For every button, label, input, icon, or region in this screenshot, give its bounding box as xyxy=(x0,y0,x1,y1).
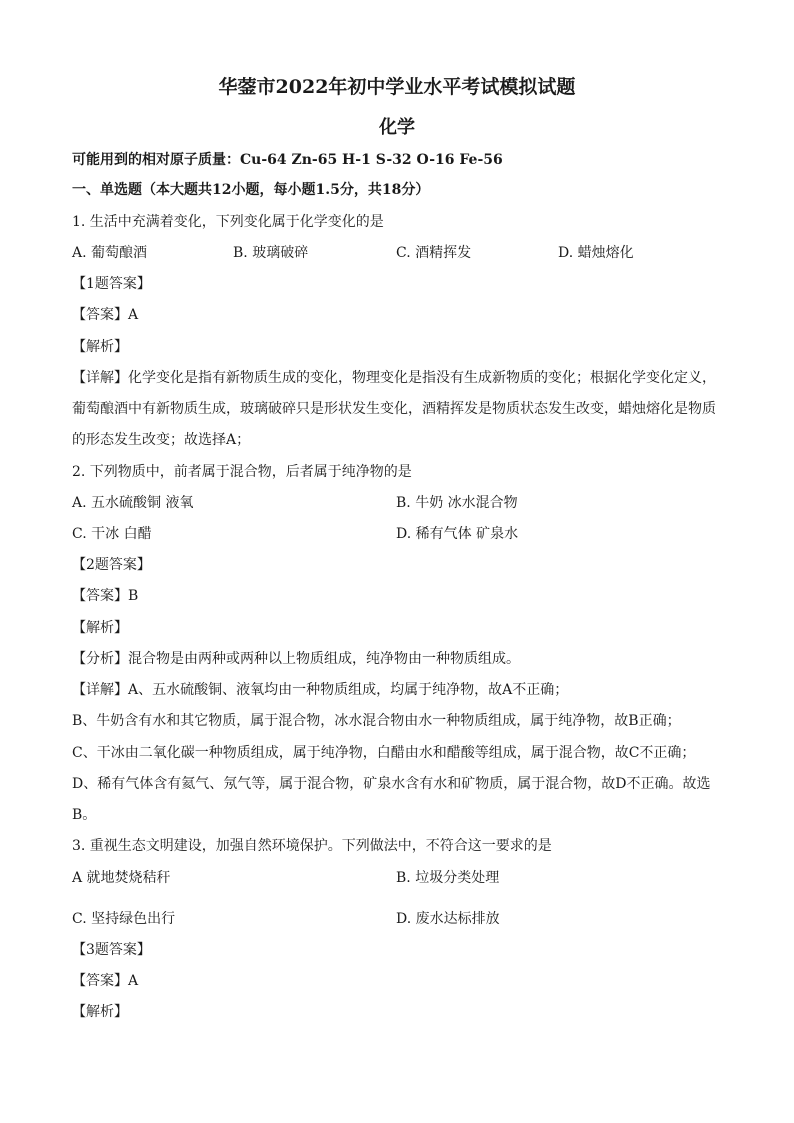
q1-option-c: C. 酒精挥发 xyxy=(396,245,472,261)
exam-subject: 化学 xyxy=(379,117,415,138)
q3-option-c: C. 坚持绿色出行 xyxy=(72,911,176,927)
q2-fenxi: 【分析】混合物是由两种或两种以上物质组成，纯净物由一种物质组成。 xyxy=(72,651,520,667)
atomic-masses: 可能用到的相对原子质量：Cu-64 Zn-65 H-1 S-32 O-16 Fe-56 xyxy=(72,152,503,168)
q2-option-b: B. 牛奶 冰水混合物 xyxy=(396,495,518,511)
q2-option-a: A. 五水硫酸铜 液氧 xyxy=(72,495,194,511)
q2-detail-line: C、干冰由二氧化碳一种物质组成，属于纯净物，白醋由水和醋酸等组成，属于混合物，故C不正确； xyxy=(72,745,696,761)
question-2-stem: 2. 下列物质中，前者属于混合物，后者属于纯净物的是 xyxy=(72,464,412,480)
q2-detail-line: B。 xyxy=(72,807,97,823)
q2-detail-line: B、牛奶含有水和其它物质，属于混合物，冰水混合物由水一种物质组成，属于纯净物，故B正确； xyxy=(72,713,681,729)
q1-option-b: B. 玻璃破碎 xyxy=(233,245,309,261)
q2-detail-line: 【详解】A、五水硫酸铜、液氧均由一种物质组成，均属于纯净物，故A不正确； xyxy=(72,682,569,698)
q1-option-d: D. 蜡烛熔化 xyxy=(558,245,634,261)
q2-detail-line: D、稀有气体含有氦气、氖气等，属于混合物，矿泉水含有水和矿物质，属于混合物，故D不正确。故选 xyxy=(72,776,711,792)
q1-detail-line: 葡萄酿酒中有新物质生成，玻璃破碎只是形状发生变化，酒精挥发是物质状态发生改变，蜡烛熔化是物质 xyxy=(72,401,716,417)
q1-option-a: A. 葡萄酿酒 xyxy=(72,245,148,261)
q2-option-d: D. 稀有气体 矿泉水 xyxy=(396,526,519,542)
q1-detail-line: 【详解】化学变化是指有新物质生成的变化，物理变化是指没有生成新物质的变化；根据化学变化定义， xyxy=(72,370,716,386)
section-heading: 一、单选题（本大题共12小题，每小题1.5分，共18分） xyxy=(72,182,430,198)
q1-answer: 【答案】A xyxy=(72,307,139,323)
q3-answer: 【答案】A xyxy=(72,973,139,989)
q1-answer-tag: 【1题答案】 xyxy=(72,276,151,292)
q2-analysis-tag: 【解析】 xyxy=(72,620,128,636)
question-1-stem: 1. 生活中充满着变化，下列变化属于化学变化的是 xyxy=(72,214,384,230)
q3-option-d: D. 废水达标排放 xyxy=(396,911,500,927)
q2-answer: 【答案】B xyxy=(72,588,139,604)
q2-answer-tag: 【2题答案】 xyxy=(72,557,151,573)
question-3-stem: 3. 重视生态文明建设，加强自然环境保护。下列做法中，不符合这一要求的是 xyxy=(72,838,552,854)
q2-option-c: C. 干冰 白醋 xyxy=(72,526,152,542)
q3-option-a: A 就地焚烧秸秆 xyxy=(72,870,171,886)
q1-analysis-tag: 【解析】 xyxy=(72,339,128,355)
q3-option-b: B. 垃圾分类处理 xyxy=(396,870,500,886)
q3-answer-tag: 【3题答案】 xyxy=(72,942,151,958)
exam-title: 华蓥市2022年初中学业水平考试模拟试题 xyxy=(218,76,576,98)
q1-detail-line: 的形态发生改变；故选择A； xyxy=(72,432,251,448)
q3-analysis-tag: 【解析】 xyxy=(72,1004,128,1020)
